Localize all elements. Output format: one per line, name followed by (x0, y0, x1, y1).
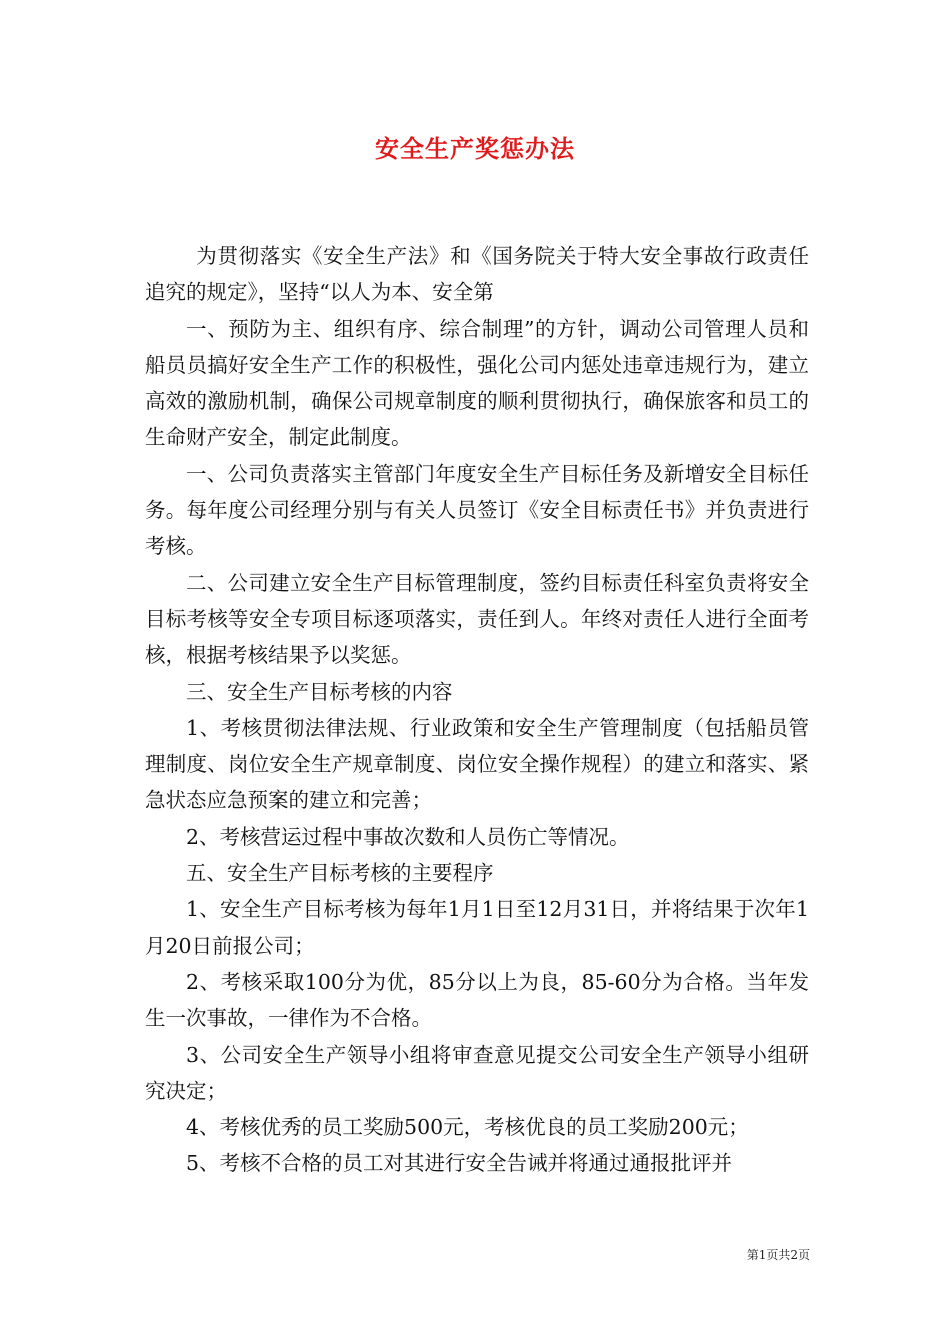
paragraph-procedure-4: 4、考核优秀的员工奖励500元，考核优良的员工奖励200元； (186, 1115, 749, 1140)
paragraph-section-5-heading: 五、安全生产目标考核的主要程序 (186, 861, 494, 886)
paragraph-intro: 为贯彻落实《安全生产法》和《国务院关于特大安全事故行政责任追究的规定》，坚持“以人为本、安全第 (145, 244, 809, 305)
paragraph-procedure-2: 2、考核采取100分为优，85分以上为良，85-60分为合格。当年发生一次事故，一律作为不合格。 (145, 969, 809, 1031)
paragraph-section-1: 一、公司负责落实主管部门年度安全生产目标任务及新增安全目标任务。每年度公司经理分别与有关人员签订《安全目标责任书》并负责进行考核。 (145, 461, 809, 559)
paragraph-procedure-5: 5、考核不合格的员工对其进行安全告诫并将通过通报批评并 (186, 1151, 733, 1176)
paragraph-item-2: 2、考核营运过程中事故次数和人员伤亡等情况。 (186, 824, 630, 849)
document-title: 安全生产奖惩办法 (375, 134, 575, 163)
paragraph-policy: 一、预防为主、组织有序、综合制理”的方针，调动公司管理人员和船员员搞好安全生产工作的积极性，强化公司内惩处违章违规行为，建立高效的激励机制，确保公司规章制度的顺利贯彻执行，确保旅客和员工的生命财产安全，制定此制度。 (145, 316, 809, 450)
document-body (145, 238, 809, 1182)
paragraph-procedure-3: 3、公司安全生产领导小组将审查意见提交公司安全生产领导小组研究决定； (145, 1042, 809, 1103)
paragraph-section-3-heading: 三、安全生产目标考核的内容 (186, 679, 453, 704)
paragraph-item-1: 1、考核贯彻法律法规、行业政策和安全生产管理制度（包括船员管理制度、岗位安全生产规章制度、岗位安全操作规程）的建立和落实、紧急状态应急预案的建立和完善； (145, 715, 809, 813)
page-number: 第1页共2页 (746, 1248, 810, 1262)
paragraph-procedure-1: 1、安全生产目标考核为每年1月1日至12月31日，并将结果于次年1月20日前报公司； (145, 897, 809, 958)
paragraph-section-2: 二、公司建立安全生产目标管理制度，签约目标责任科室负责将安全目标考核等安全专项目标逐项落实，责任到人。年终对责任人进行全面考核，根据考核结果予以奖惩。 (145, 570, 809, 668)
